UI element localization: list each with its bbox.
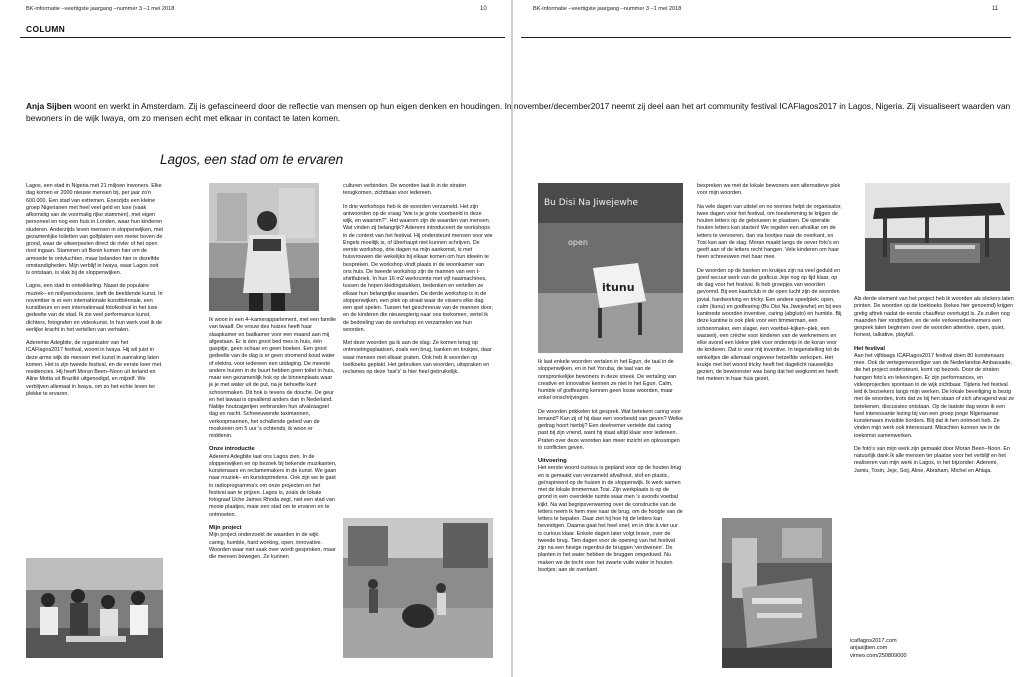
paragraph: Lagos, een stad in Nigeria met 21 miljoen inwoners. Elke dag komen er 2000 nieuwe mensen bij, per jaar zo'n 600.000. Een stad van extremen. Enerzijds een kleine groep Nigerianen met heel veel geld en luxe (vaak afkomstig van de voormalig rijke stammen), met eigen personeel en nog een huis in Londen, waar hun kinderen studeren. Anderzijds leven mensen in sloppenwijken, met gezamenlijke toiletten van golfplaten een meter boven de grond, waar de uitwerpselen direct de rivier of het open riool ingaan. Stammen uit Benin komen hier om de armoede te ontvluchten, maar belanden hier in dezelfde omstandigheden. Mijn verblijf in Iwaya, waar Lagos ooit is ontstaan, is vlak bij de sloppenwijken. — [26, 183, 163, 276]
credit-link[interactable]: vimeo.com/250809000 — [850, 652, 907, 659]
paragraph: Aderemi Adegbite laat ons Lagos zien. In de sloppenwijken en op bezoek bij bekende muzikanten, kunstenaars en reclamemakers in de kunst. We gaan naar muziek– en kunstoptredens. Ook zijn we te gast in radioprogramma's om onze projecten en het festival aan te prijzen. Lagos is, zoals de lokale fotograaf Uche James Rhoda zegt, niet een stad van mooie plaatjes, maar een stad om te ervaren en te ontmoeten. — [209, 453, 337, 518]
photo-group-men — [26, 558, 163, 658]
article-column-4 — [538, 359, 683, 672]
intro-text: woont en werkt in Amsterdam. Zij is gefascineerd door de reflectie van mensen op hun eigen denken en houdingen. In november/december2017 neemt zij deel aan het art community festival ICAFlagos2017 in Lagos, Nigeria. Zij visualiseert waarden van bewoners in de wijk Iwaya, om zo mensen echt met elkaar in contact te laten komen. — [26, 101, 1011, 123]
article-column-1 — [26, 183, 163, 553]
sign-text: Bu Disi Na Jiwejewhe — [544, 198, 639, 208]
header-rule-right — [521, 37, 1011, 38]
paragraph: Na vele dagen van uitstel en no worries helpt de organisator, twee dagen voor het festival, om toestemming te krijgen de houten letters op de gebouwen te plaatsen. De operatie houten letters kan starten! We regelen een afvalkar om de letters te vervoeren, dan via bootjes naar de overkant, en Tosi kan aan de slag. Moran maakt langs de oever foto's en geeft aan of de letters recht hangen. Vele kinderen om haar heen schreeuwen met haar mee. — [697, 203, 842, 261]
running-header-left: BK-informatie –veertigste jaargang –nummer 3 –1 mei 2018 — [26, 6, 175, 12]
paragraph: De woorden prikkelen tot gesprek. Wat betekent caring voor iemand? Kan zij of hij daar een voorbeeld van geven? Welke gedrag hoort hierbij? Een deelnemer vertelde dat caring past bij zijn vriend, want hij staat altijd klaar voor iedereen. Praten over deze woorden kan meer inzicht en oplossingen in conflicten geven. — [538, 408, 683, 451]
subheading: Het festival — [854, 345, 885, 352]
paragraph: Aderemie Adegbite, de organisator van het ICAFlagos2017 festival, woont in Iwaya. Hij wil juist in deze arme wijk de mensen met kunst in aanraking laten komen. Het is zijn tweede festival, en de eerste keer met residencies. Hij heeft Moran Been–Noon uit Ierland en Aline Motta uit Brazilië uitgenodigd, en mijzelf. We verblijven allemaal in Iwaya, om zo het echte leven ter plekke te ervaren. — [26, 340, 162, 397]
header-rule-left — [20, 37, 505, 38]
paragraph: Met deze woorden ga ik aan de slag. Ze komen terug op ontmoetingsplaatsen, zoals een brug, banken en krukjes, daar waar mensen met elkaar praten. Ook heb ik woorden op toetkoeks geplakt. Het gebruiken van woorden, uitspraken en reclames op deze 'taxi's' is hier heel gebruikelijk. — [343, 340, 492, 375]
photo-man-portrait — [209, 183, 319, 311]
photo-painted-sign — [538, 183, 683, 353]
subheading: Mijn project — [209, 524, 242, 531]
paragraph: Ik woon in een 4–kamerappartement, met een familie van twaalf. De vrouw des huizes heeft haar slaapkamer en badkamer voor een maand aan mij afgestaan. Er is één groot bed mes in huis, één gaspitje, geen schaar en geen boeken. Een groot gedeelte van de dag is er geen stromend koud water of elektra, voor iedereen een uitdaging. De meeste andere huizen in de buurt hebben geen toilet in huis, maar een gezamenlijk hok op de binnenplaats waar je je met water uit de put, na je behoefte kunt schoonmaken. Dit hok is tevens de douche. De geur en het lawaai is opvallend anders dan in Nederland. Nabije houtzagerijen verbranden hun afvalzaagsel dag en nacht. Schreeuwende taximannen, verkoopmannen, het schallende gebed van de moskeeën om 5 uur 's ochtends; ik woon er middenin. — [209, 317, 337, 439]
section-label: COLUMN — [26, 24, 66, 34]
page-number-left: 10 — [480, 6, 487, 12]
paragraph: De woorden op de banken en krukjes zijn na veel geduld en goed secuur werk van de graficus Jeje nog op tijd klaar, op de dag voor het festival. Ik heb groepjes van woorden gevormd. Bij een kaartclub in de open lucht zijn de woorden jovial, hardworking en tricky. Een andere speelplek: open, calm (itunu) en godfearing (Bu Disi Na Jiwejewhe) en bij een kantinede woorden inventive, caring (abgluto) en humble. Bij deze kantine is ook plek voor een timmerman, een schoenmaker, een slager, een voetbal–kijken–plek, een wasserij, een crèche voor kinderen van de werknemers en elke avond een kleine plek voor onderwijs in de koran voor de kinderen. Dat is voor mij inventive. In tegenstelling tot de winkeltjes die allemaal ongeveer hetzelfde verkopen. Het krukje met het woord tricky heeft het dagelicht nauwelijks gezien; de bewoonster was bang dat het wegkomt en heeft het meteen in haar huis gezet. — [697, 267, 842, 383]
subheading: Onze introductie — [209, 446, 255, 453]
paragraph: De foto's van mijn werk zijn gemaakt door Moran Been–Noon. En natuurlijk dank ik alle mensen ter plaatse voor het verblijf en het realiseren van mijn werk in Lagos, in het bijzonder: Aderemi, Jamiu, Tosin, Jeje, Soij, Aline, Abraham, Michel en Ahlaja. — [854, 445, 1010, 474]
paragraph: Het eerste woord curious is gepland voor op de houten brug en is gemaakt van verzameld afvalhout, stof en plastic, geïnspireerd op de huizen in de sloppenwijk. Ik werk samen met de lokale timmerman Tosi. Zijn werkplaats is op de grond in een overdekte ruimte waar men 's avonds voetbal kijkt. Na wat begripsverwarring over de constructie van de letters neem ik hem mee naar de brug, om de hoogte van de letters te bepalen. Daar ziet hij hoe hij de letters kan bevestigen. Daarna gaat het heel snel; en in drie à vier uur is curious klaar. Enkele dagen later volgt brave, over de tweede brug. Tien dagen voor de opening van het festival zijn na een hevige regenbui de bruggen 'verdwenen'. De planten in het water hebben de bruggen omgeduwd. Nu maken we de tocht over het zwarte vuile water in houten bootjes; aan de overkant — [538, 465, 683, 573]
credit-link[interactable]: icaflagos2017.com — [850, 638, 897, 644]
article-column-2 — [209, 317, 337, 672]
page-number-right: 11 — [992, 6, 999, 12]
paragraph: Mijn project onderzoekt de waarden in de wijk: caring, humble, hard working, open, innovative. Woorden waar niet vaak over wordt gesproken, maar die mensen bewegen. Ze kunnen — [209, 532, 336, 561]
paragraph: culturen verbinden. De woorden laat ik in de straten terugkomen, zichtbaar voor iedereen. — [343, 183, 467, 197]
article-column-5 — [697, 183, 842, 513]
running-header-right: BK-informatie –veertigste jaargang –nummer 3 –1 mei 2018 — [533, 6, 682, 12]
paragraph: Ik laat enkele woorden vertalen in het Egun, de taal in de sloppenwijken, en in het Yoruba, de taal van de oorspronkelijke bewoners in deze streek. De vertaling van creative en innovative kennen ze niet in het Egun. Calm, humble of godfearing kennen geen losse woorden, maar enkel omschrijvingen. — [538, 359, 677, 402]
photo-carpenter-workshop — [722, 518, 832, 668]
paragraph: bespreken we met de lokale bewoners een alternatieve plek voor mijn woorden. — [697, 183, 841, 197]
photo-wooden-shelter — [865, 183, 1010, 291]
paragraph: Lagos, een stad in ontwikkeling. Naast de populaire muziek– en nollywoodscene, leeft de beeldende kunst. In november is er een internationale kunstbiënnale, een kunstbeurs en een internationaal fotofestival in het luxe gedeelte van de stad. Ik zie veel performance kunst, dichters, fotografen en videokunst. In hun werk voel ik de eerlijke kracht in het vertellen van verhalen. — [26, 283, 163, 333]
credit-link[interactable]: anjasijben.com — [850, 645, 888, 652]
sign-text-open: open — [568, 238, 588, 247]
credits-links — [850, 638, 907, 660]
photo-street-scene — [343, 518, 493, 658]
paragraph: In drie workshops heb ik de woorden verzameld. Het zijn antwoorden op de vraag "wie is je grote voorbeeld in deze wijk, en waarom?". Het waarom zijn de waarden van mensen. Wat vinden zij belangrijk? Aderemi introduceert de workshops in de context van het festival. Hij ondersteunt mensen voor wie Engels moeilijk is, of überhaupt niet kunnen schrijven. De eerste workshop, drie dagen na mijn aankomst, is met huisvrouwen die wekelijks bij elkaar komen om hun ideeën te bespreken. De workshop vindt plaats in de woonkamer van ons huis. De tweede workshop zijn de mannen van een t-shirtfabriek. In hun 16 m2 werkruimte met vijf naaimachines, tussen de hopen kledingstukken, bedenken en vertellen ze elkaar hun belangrijke waarden. De derde workshop is in de sloppenwijken, een plek op straat waar de vissers elke dag een spel spelen. Tussen het geschreeuw van de mannen door, en de kinderen die nieuwsgierig naar ons toekomen, vertel ik de bedoeling van de workshop en verzamelen we hun woorden. — [343, 203, 493, 333]
article-intro — [26, 100, 1016, 124]
article-headline: Lagos, een stad om te ervaren — [160, 152, 344, 167]
author-name: Anja Sijben — [26, 101, 72, 111]
article-column-6 — [854, 296, 1014, 636]
article-column-3 — [343, 183, 493, 513]
paragraph: Aan het vijfdaags ICAFlagos2017 festival doen 80 kunstenaars mee. Ook de vertegenwoordiger van de Nederlandse Ambassade, die het project ondersteunt, komt op bezoek. Door de straten hangen foto's en tekeningen. Er zijn performances, en videoprojecties spontaan in de wijk zichtbaar. Tijdens het festival leid ik bezoekers langs mijn werken. De lokale beveiliging is bezig met de woorden, trots dat ze bij hen staan of zich afvragend wat ze betekenen, discussies ontstaan. Op de laatste dag woon ik een heel interessante lezing bij van een groep jonge Nigeriaanse kunstenaars invisible borders. Blij dat ik hen ontmoet heb. Ze vinden mijn werk ook interessant. Misschien kunnen we in de toekomst samenwerken. — [854, 352, 1014, 439]
subheading: Uitvoering — [538, 458, 567, 464]
stool-text: itunu — [602, 281, 635, 294]
paragraph: Als derde element van het project heb ik woorden als stickers laten printen. De woorden op de toektoeks (kekes hier genoemd) krijgen gretig aftrek nadat de eerste chauffeur overtuigd is. Ze zullen nog maanden hier rondrijden, en de vele verkeersdeelnemers een gesprek laten beginnen over de woorden attentive, open, quiet, honest, talkative, playfull. — [854, 296, 1014, 339]
